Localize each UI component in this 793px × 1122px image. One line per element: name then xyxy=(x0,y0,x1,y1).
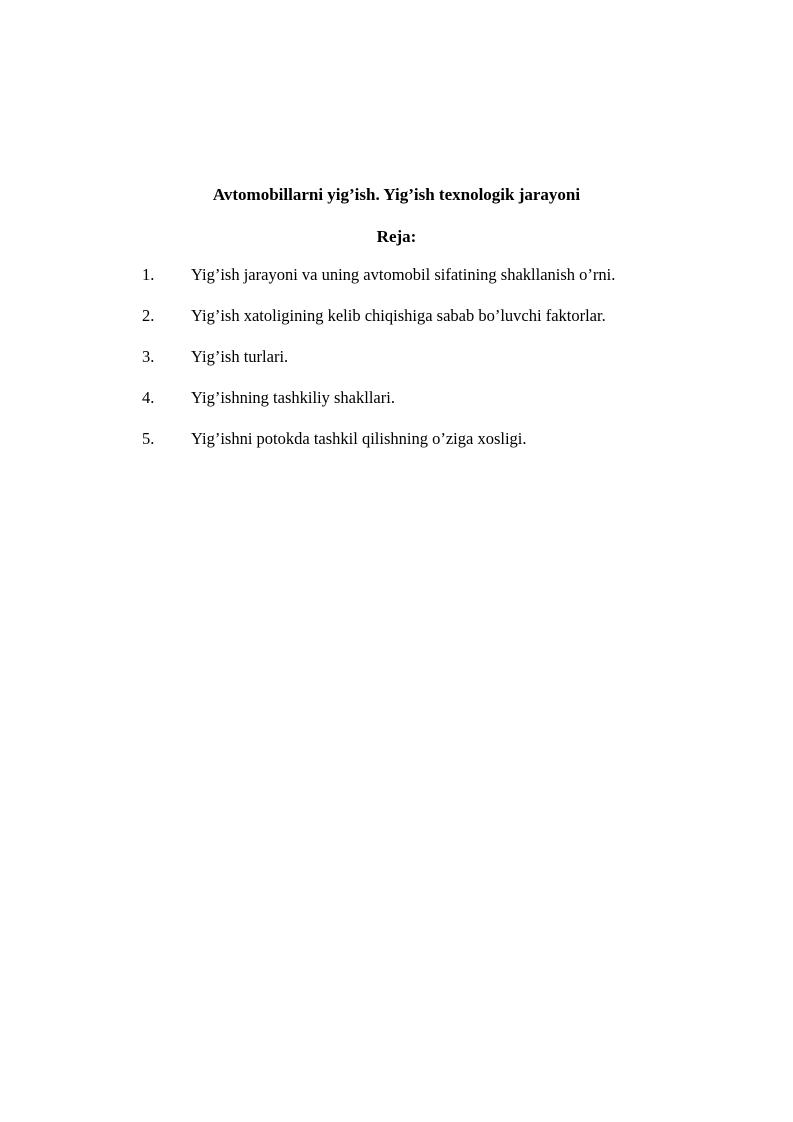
plan-item-text: Yig’ish xatoligining kelib chiqishiga sabab bo’luvchi faktorlar. xyxy=(191,306,606,325)
plan-item xyxy=(0,305,793,346)
plan-item xyxy=(0,346,793,387)
plan-item-number: 2. xyxy=(142,306,155,325)
plan-item-number: 3. xyxy=(142,347,155,366)
document-title: Avtomobillarni yig’ish. Yig’ish texnologik jarayoni xyxy=(212,185,581,204)
plan-item-text: Yig’ish turlari. xyxy=(191,347,289,366)
plan-item-number: 5. xyxy=(142,429,155,448)
plan-item-text: Yig’ishning tashkiliy shakllari. xyxy=(191,388,395,407)
plan-item-text: Yig’ishni potokda tashkil qilishning o’ziga xosligi. xyxy=(191,429,527,448)
plan-item xyxy=(0,387,793,428)
plan-item xyxy=(0,264,793,305)
plan-item xyxy=(0,428,793,469)
plan-list xyxy=(0,264,793,469)
plan-heading: Reja: xyxy=(376,227,417,246)
plan-item-number: 1. xyxy=(142,265,155,284)
plan-item-text: Yig’ish jarayoni va uning avtomobil sifatining shakllanish o’rni. xyxy=(191,265,616,284)
plan-item-number: 4. xyxy=(142,388,155,407)
